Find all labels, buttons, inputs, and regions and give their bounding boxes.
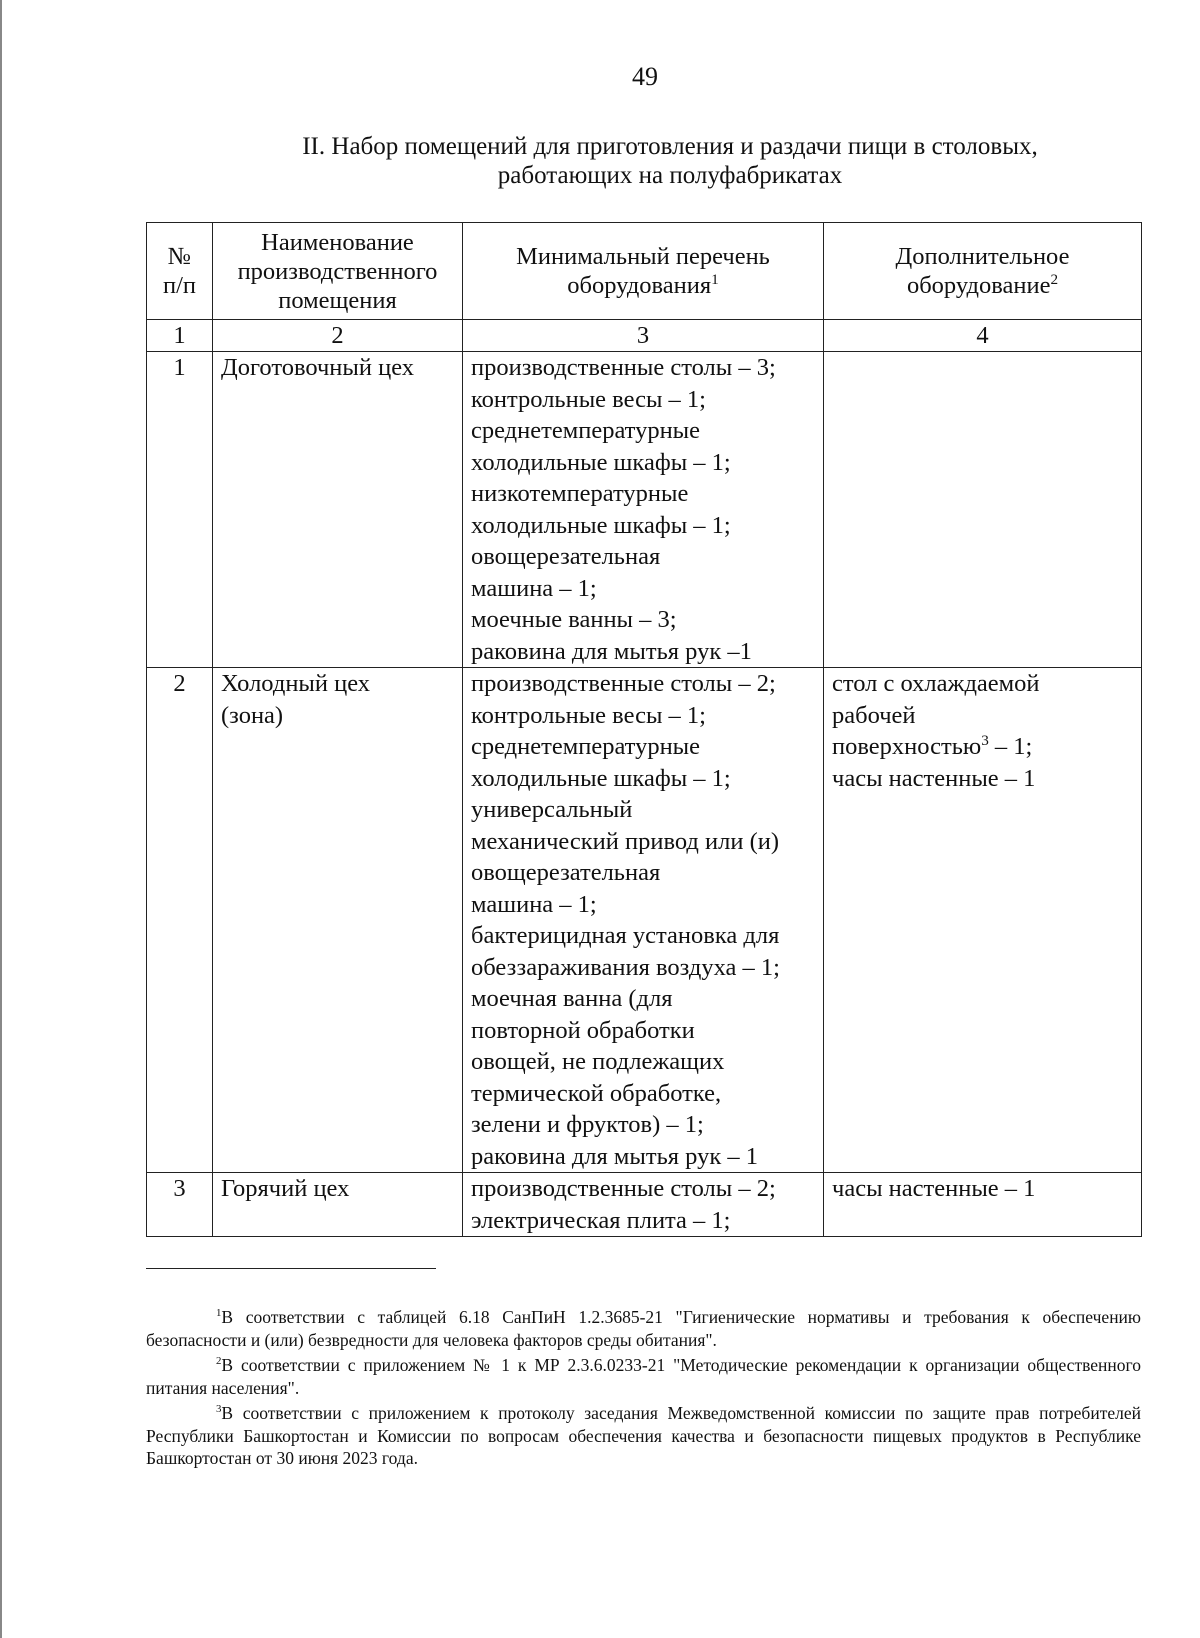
table-row xyxy=(147,352,1142,668)
extra-equipment-cell xyxy=(824,1173,1142,1237)
equipment-item: моечная ванна (для xyxy=(471,985,673,1012)
footnote-2 xyxy=(146,1354,1141,1399)
extra-equipment-item xyxy=(832,731,1133,763)
header-min-equipment xyxy=(463,223,824,320)
equipment-item: овощерезательная xyxy=(471,859,661,886)
page-number: 49 xyxy=(632,62,658,91)
header-min-line-2 xyxy=(469,271,817,300)
footnote-marker: 1 xyxy=(216,1307,222,1320)
equipment-item: среднетемпературные xyxy=(471,733,701,760)
header-min-text: оборудования xyxy=(567,272,712,299)
equipment-item: производственные столы – 2; xyxy=(471,670,776,697)
equipment-item: производственные столы – 3; xyxy=(471,354,776,381)
equipment-item: контрольные весы – 1; xyxy=(471,385,706,413)
footnote-text: В соответствии с приложением № 1 к МР 2.3.6.0233-21 "Методические рекомендации к организации общественного питания населения". xyxy=(146,1355,1141,1398)
room-name-line: Горячий цех xyxy=(221,1175,350,1202)
room-name-line: Холодный цех xyxy=(221,670,371,697)
header-name-line-1: Наименование xyxy=(261,228,414,256)
footnote-ref-1: 1 xyxy=(711,270,719,288)
equipment-item: контрольные весы – 1; xyxy=(471,701,706,729)
equipment-table xyxy=(146,222,1142,1237)
extra-equipment-item: рабочей xyxy=(832,701,916,729)
min-equipment-cell xyxy=(463,352,824,668)
equipment-item: бактерицидная установка для xyxy=(471,922,780,949)
room-name-line: (зона) xyxy=(221,701,284,729)
equipment-item: зелени и фруктов) – 1; xyxy=(471,1111,704,1138)
footnote-text: В соответствии с приложением к протоколу заседания Межведомственной комиссии по защите прав потребителей Республики Башкортостан и Комиссии по вопросам обеспечения качества и безопасности пищевых продуктов в Республике Башкортостан от 30 июня 2023 года. xyxy=(146,1403,1141,1468)
equipment-item: механический привод или (и) xyxy=(471,827,780,855)
table-row xyxy=(147,668,1142,1173)
header-name-line-3: помещения xyxy=(278,286,397,314)
extra-equipment-cell xyxy=(824,668,1142,1173)
header-name xyxy=(213,223,463,320)
room-name xyxy=(213,668,463,1173)
equipment-item: универсальный xyxy=(471,796,633,823)
header-min-line-1: Минимальный перечень xyxy=(516,243,770,270)
room-name xyxy=(213,1173,463,1237)
equipment-item: производственные столы – 2; xyxy=(471,1175,776,1202)
equipment-item: машина – 1; xyxy=(471,574,597,602)
column-number: 1 xyxy=(147,320,213,352)
footnote-1 xyxy=(146,1306,1141,1351)
header-num-line-1: № xyxy=(167,243,192,270)
equipment-item: холодильные шкафы – 1; xyxy=(471,511,731,539)
min-equipment-cell xyxy=(463,1173,824,1237)
header-num-line-2: п/п xyxy=(162,272,197,299)
header-extra-equipment xyxy=(824,223,1142,320)
extra-equipment-text: поверхностью xyxy=(832,733,982,760)
extra-equipment-item: стол с охлаждаемой xyxy=(832,670,1040,697)
footnote-3 xyxy=(146,1402,1141,1470)
extra-equipment-cell xyxy=(824,352,1142,668)
equipment-item: повторной обработки xyxy=(471,1016,695,1044)
table-header-row xyxy=(147,223,1142,320)
footnote-ref-3: 3 xyxy=(981,731,989,749)
header-extra-line-1: Дополнительное xyxy=(895,243,1070,270)
equipment-item: овощерезательная xyxy=(471,543,661,570)
equipment-item: машина – 1; xyxy=(471,890,597,918)
header-num xyxy=(147,223,213,320)
footnotes xyxy=(146,1306,1141,1473)
equipment-item: холодильные шкафы – 1; xyxy=(471,448,731,476)
header-extra-text: оборудование xyxy=(906,272,1051,299)
equipment-item: среднетемпературные xyxy=(471,417,701,444)
row-number: 3 xyxy=(147,1173,213,1237)
footnote-ref-2: 2 xyxy=(1050,270,1059,288)
equipment-item: овощей, не подлежащих xyxy=(471,1048,725,1075)
equipment-item: моечные ванны – 3; xyxy=(471,606,677,633)
room-name xyxy=(213,352,463,668)
min-equipment-cell xyxy=(463,668,824,1173)
extra-equipment-suffix: – 1; xyxy=(988,733,1033,760)
table-row xyxy=(147,1173,1142,1237)
extra-equipment-item: часы настенные – 1 xyxy=(832,1175,1036,1202)
equipment-item: термической обработке, xyxy=(471,1079,722,1107)
room-name-line: Доготовочный цех xyxy=(221,354,415,381)
header-extra-line-2 xyxy=(830,271,1135,300)
footnote-separator xyxy=(146,1268,436,1269)
equipment-item: электрическая плита – 1; xyxy=(471,1206,731,1234)
row-number: 2 xyxy=(147,668,213,1173)
footnote-marker: 2 xyxy=(216,1355,222,1368)
section-title-line-2: работающих на полуфабрикатах xyxy=(497,162,843,189)
equipment-item: раковина для мытья рук –1 xyxy=(471,637,752,665)
header-name-line-2: производственного xyxy=(237,257,438,285)
column-number: 4 xyxy=(824,320,1142,352)
footnote-text: В соответствии с таблицей 6.18 СанПиН 1.2.3685-21 "Гигиенические нормативы и требования к обеспечению безопасности и (или) безвредности для человека факторов среды обитания". xyxy=(146,1307,1141,1350)
footnote-marker: 3 xyxy=(216,1403,222,1416)
column-number-row xyxy=(147,320,1142,352)
column-number: 3 xyxy=(463,320,824,352)
equipment-item: холодильные шкафы – 1; xyxy=(471,764,731,792)
equipment-item: низкотемпературные xyxy=(471,480,689,507)
extra-equipment-item: часы настенные – 1 xyxy=(832,764,1036,792)
scan-edge xyxy=(0,0,2,1638)
section-title-line-1: II. Набор помещений для приготовления и раздачи пищи в столовых, xyxy=(302,133,1038,160)
equipment-item: раковина для мытья рук – 1 xyxy=(471,1142,758,1170)
equipment-item: обеззараживания воздуха – 1; xyxy=(471,953,780,981)
row-number: 1 xyxy=(147,352,213,668)
column-number: 2 xyxy=(213,320,463,352)
section-title xyxy=(240,132,1100,190)
